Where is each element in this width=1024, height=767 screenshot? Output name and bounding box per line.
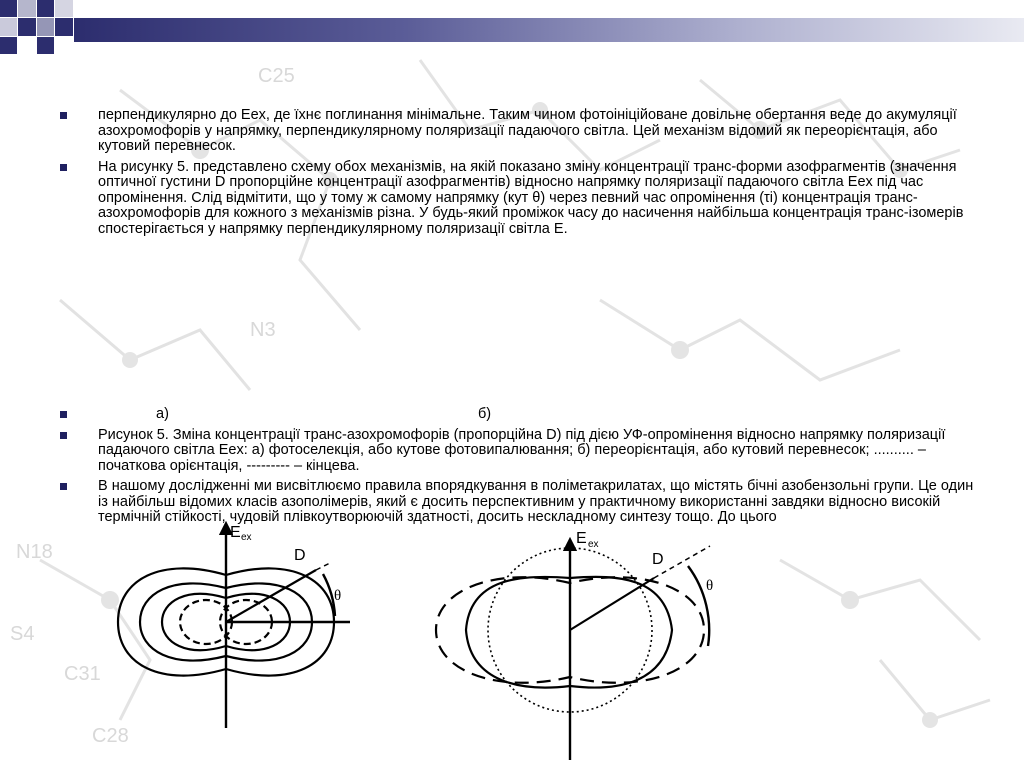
paragraph-text: На рисунку 5. представлено схему обох механізмів, на якій показано зміну концентрації транс-форми азофрагментів (значення оптичної густини D пропорційне концентрації азофрагментів) відносно напрямку поляризації падаючого світла Eex під час опромінення. Слід відмітити, що у тому ж самому напрямку (кут θ) через певний час опромінення (τі) концентрація транс-азохромофорів для кожного з механізмів різна. У будь-який проміжок часу до насичення найбільша концентрація транс-ізомерів спостерігається у напрямку перпендикулярному поляризації світла E. [98, 158, 964, 237]
figure-label-b: б) [477, 406, 492, 422]
theta-label: θ [334, 588, 342, 604]
diagram-photoselection [118, 528, 350, 728]
figure-caption: Рисунок 5. Зміна концентрації транс-азохромофорів (пропорційна D) під дією УФ-опромінення відносно напрямку поляризації падаючого світла Eex: а) фотоселекція, або кутове фотовипалювання; б) переорієнтація, або кутовий перевнесок; .......... – початкова орієнтація, --------- – кінцева. [98, 426, 946, 474]
figure-label-a: а) [156, 406, 169, 422]
bg-label: C31 [64, 663, 101, 685]
d-label: D [294, 547, 306, 564]
bullet-list-bottom [58, 407, 978, 531]
list-item [58, 407, 978, 423]
axis-label-e: E [576, 530, 587, 547]
bullet-list-top [58, 108, 978, 242]
paragraph-text: перпендикулярно до Eex, де їхнє поглинання мінімальне. Таким чином фотоініційоване довільне обертання веде до акумуляції азохромофорів у напрямку, перпендикулярному поляризації падаючого світла. Цей механізм відомий як переорієнтація, або кутовий перевнесок. [98, 107, 957, 154]
list-item [58, 160, 978, 238]
bullet-icon [60, 164, 67, 171]
axis-label-ex: ex [241, 532, 252, 543]
figure-diagrams [0, 520, 1024, 767]
bg-label: N3 [250, 319, 276, 341]
bg-label: C25 [258, 65, 295, 87]
list-item [58, 108, 978, 155]
header-gradient-bar [74, 18, 1024, 42]
d-label: D [652, 551, 664, 568]
list-item [58, 428, 978, 475]
bg-label: N18 [16, 541, 53, 563]
paragraph-text: В нашому дослідженні ми висвітлюємо правила впорядкування в поліметакрилатах, що містять бічні азобензольні групи. Це один із найбільш відомих класів азополімерів, який є досить перспективним у практичному використанні завдяки відносно високій термічній стійкості, чудовій плівкоутворюючій здатності, досить нескладному синтезу тощо. До цього [98, 478, 974, 525]
axis-label-e: E [230, 524, 241, 541]
bullet-icon [60, 432, 67, 439]
list-item [58, 479, 978, 526]
bullet-icon [60, 112, 67, 119]
bullet-icon [60, 483, 67, 490]
diagram-reorientation [436, 544, 710, 760]
theta-label: θ [706, 578, 714, 594]
bg-label: C28 [92, 725, 129, 747]
bullet-icon [60, 411, 67, 418]
axis-label-ex: ex [588, 539, 599, 550]
bg-label: S4 [10, 623, 35, 645]
